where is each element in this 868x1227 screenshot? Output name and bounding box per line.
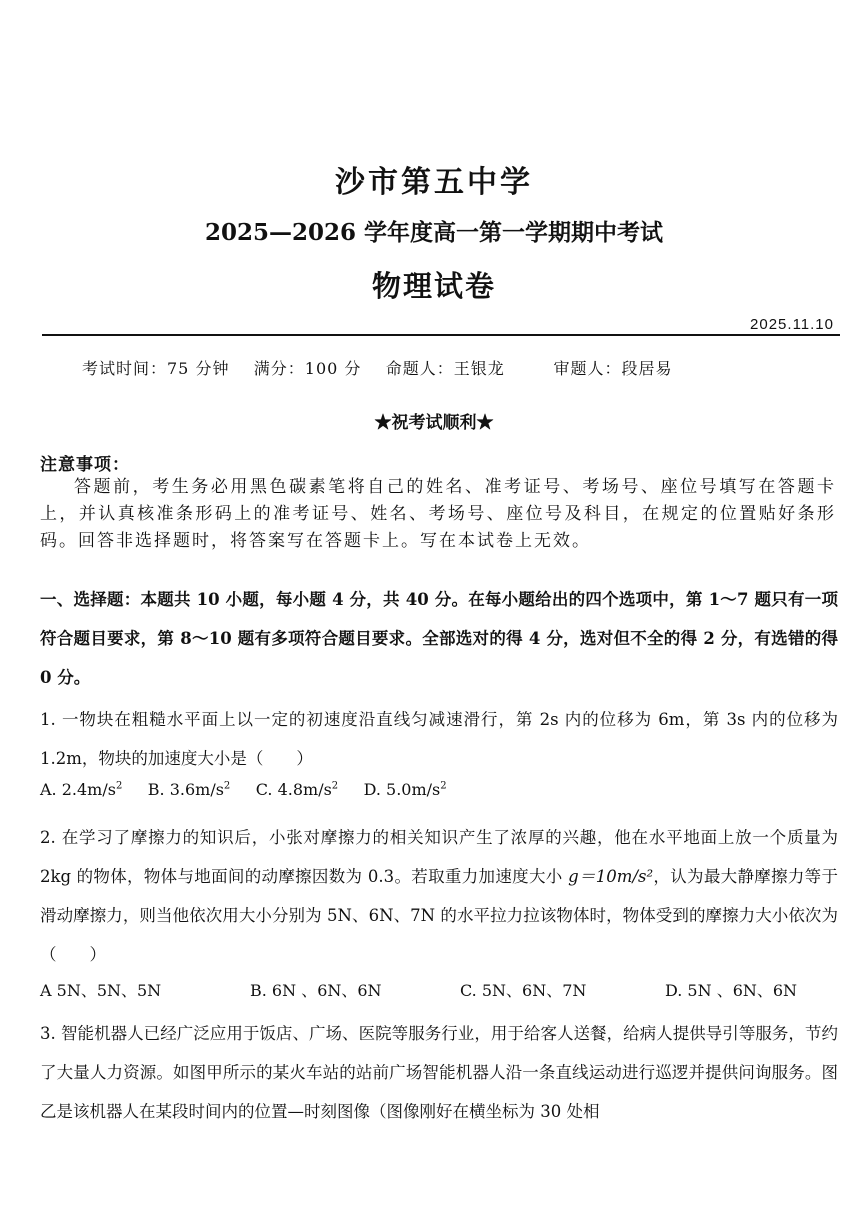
subject-title: 物理试卷 xyxy=(371,269,496,303)
exam-title: 2025—2026 学年度高一第一学期期中考试 xyxy=(204,219,664,246)
exam-info-line xyxy=(82,356,673,379)
option-c: C. 5N、6N、7N xyxy=(460,981,587,1000)
exam-time: 考试时间：75 分钟 xyxy=(82,359,230,378)
question-2: 2. 在学习了摩擦力的知识后，小张对摩擦力的相关知识产生了浓厚的兴趣，他在水平地面上放一个质量为 2kg 的物体，物体与地面间的动摩擦因数为 0.3。若取重力加速度大小 g＝10m/s²，认为最大静摩擦力等于滑动摩擦力，则当他依次用大小分别为 5N、6N、7N 的水平拉力拉该物体时，物体受到的摩擦力大小依次为（ ） xyxy=(40,828,838,964)
option-b: B. $3.6m/s^2$ xyxy=(147,780,231,799)
gravity-formula: g＝10m/s² xyxy=(568,867,654,886)
reviewer: 审题人：段居易 xyxy=(553,359,673,378)
exam-date: 2025.11.10 xyxy=(750,316,834,333)
question-3: 3. 智能机器人已经广泛应用于饭店、广场、医院等服务行业，用于给客人送餐，给病人提供导引等服务，节约了大量人力资源。如图甲所示的某火车站的站前广场智能机器人沿一条直线运动进行巡逻并提供问询服务。图乙是该机器人在某段时间内的位置—时刻图像（图像刚好在横坐标为 30 处相 xyxy=(40,1024,838,1121)
question-1: 1. 一物块在粗糙水平面上以一定的初速度沿直线匀减速滑行，第 2s 内的位移为 6m，第 3s 内的位移为 1.2m，物块的加速度大小是（ ） xyxy=(40,710,838,768)
notice-text: 答题前，考生务必用黑色碳素笔将自己的姓名、准考证号、考场号、座位号填写在答题卡上，并认真核准条形码上的准考证号、姓名、考场号、座位号及科目，在规定的位置贴好条形码。回答非选择题时，将答案写在答题卡上。写在本试卷上无效。 xyxy=(40,477,836,551)
option-a: A. $2.4m/s^2$ xyxy=(40,780,123,799)
question-setter: 命题人：王银龙 xyxy=(385,359,505,378)
question-1-options xyxy=(40,780,447,799)
option-c: C. $4.8m/s^2$ xyxy=(255,780,339,799)
header-divider xyxy=(42,334,840,336)
full-score: 满分：100 分 xyxy=(253,359,362,378)
option-b: B. 6N 、6N、6N xyxy=(250,981,382,1000)
notice-title: 注意事项： xyxy=(40,455,130,475)
section-heading: 一、选择题：本题共 10 小题，每小题 4 分，共 40 分。在每小题给出的四个选项中，第 1～7 题只有一项符合题目要求，第 8～10 题有多项符合题目要求。全部选对的得 4 分，选对但不全的得 2 分，有选错的得 0 分。 xyxy=(40,590,838,687)
option-a: A 5N、5N、5N xyxy=(40,981,162,1000)
option-d: D. $5.0m/s^2$ xyxy=(363,780,447,799)
school-name: 沙市第五中学 xyxy=(335,165,533,200)
good-luck-banner: ★祝考试顺利★ xyxy=(374,413,494,433)
option-d: D. 5N 、6N、6N xyxy=(665,981,798,1000)
question-2-options xyxy=(40,978,840,1001)
